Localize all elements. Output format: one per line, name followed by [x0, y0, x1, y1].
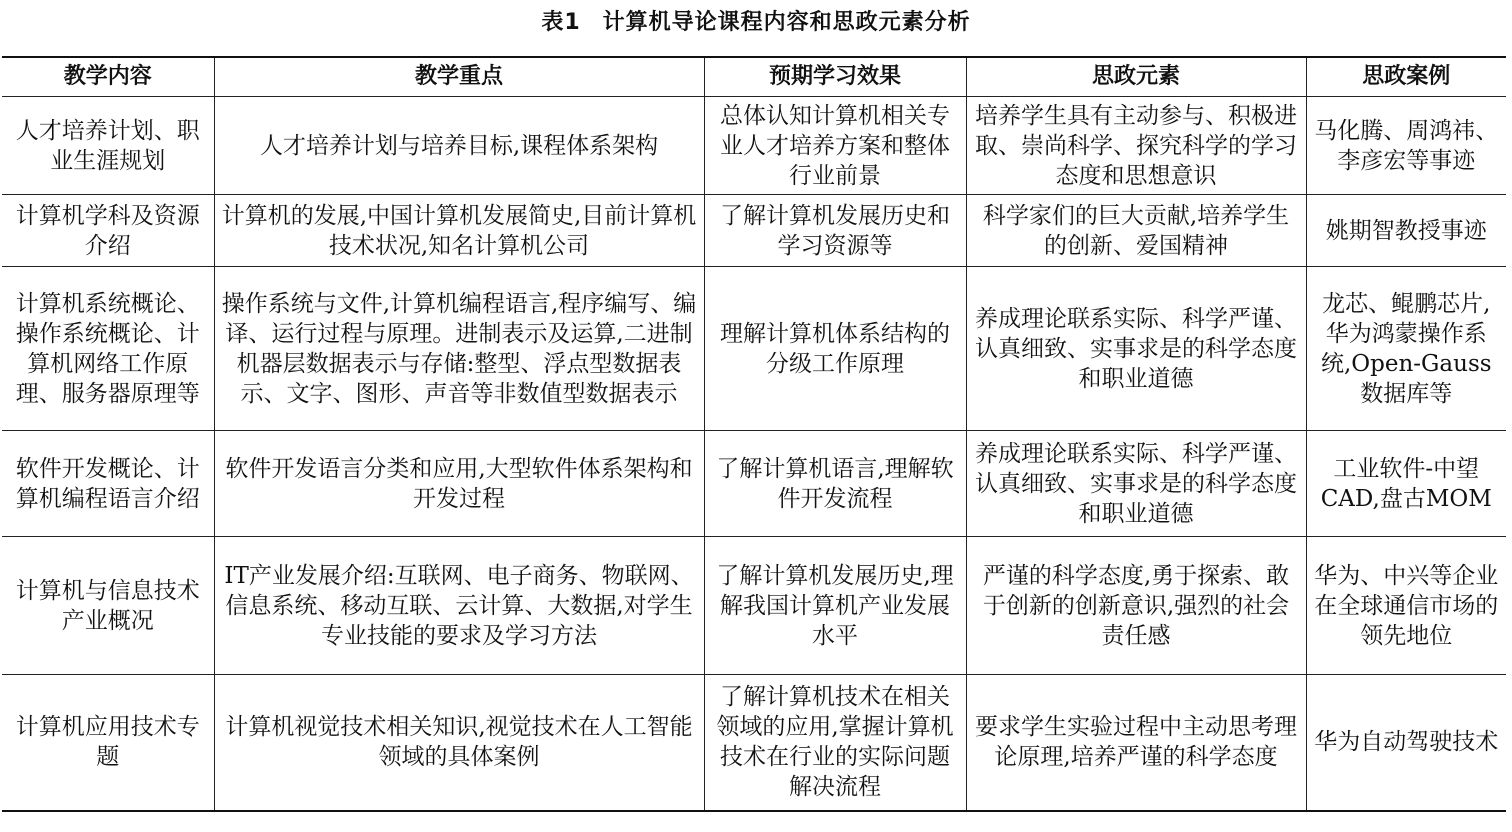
cell-element: 严谨的科学态度,勇于探索、敢于创新的创新意识,强烈的社会责任感 [966, 537, 1306, 675]
cell-element: 养成理论联系实际、科学严谨、认真细致、实事求是的科学态度和职业道德 [966, 267, 1306, 431]
cell-outcome: 了解计算机发展历史,理解我国计算机产业发展水平 [704, 537, 966, 675]
header-teaching-content: 教学内容 [2, 57, 214, 97]
table-title: 计算机导论课程内容和思政元素分析 [602, 10, 971, 35]
header-ideological-element: 思政元素 [966, 57, 1306, 97]
cell-focus: 软件开发语言分类和应用,大型软件体系架构和开发过程 [214, 431, 704, 537]
cell-element: 科学家们的巨大贡献,培养学生的创新、爱国精神 [966, 195, 1306, 267]
cell-element: 要求学生实验过程中主动思考理论原理,培养严谨的科学态度 [966, 675, 1306, 811]
table-number: 表1 [541, 10, 581, 35]
table-row [2, 97, 1506, 195]
course-table [2, 56, 1506, 812]
cell-content: 计算机系统概论、操作系统概论、计算机网络工作原理、服务器原理等 [2, 267, 214, 431]
header-expected-outcome: 预期学习效果 [704, 57, 966, 97]
cell-content: 软件开发概论、计算机编程语言介绍 [2, 431, 214, 537]
cell-focus: 操作系统与文件,计算机编程语言,程序编写、编译、运行过程与原理。进制表示及运算,二进制机器层数据表示与存储:整型、浮点型数据表示、文字、图形、声音等非数值型数据表示 [214, 267, 704, 431]
cell-focus: 计算机视觉技术相关知识,视觉技术在人工智能领域的具体案例 [214, 675, 704, 811]
cell-element: 培养学生具有主动参与、积极进取、崇尚科学、探究科学的学习态度和思想意识 [966, 97, 1306, 195]
cell-case: 马化腾、周鸿祎、李彦宏等事迹 [1306, 97, 1506, 195]
table-row [2, 537, 1506, 675]
cell-outcome: 了解计算机语言,理解软件开发流程 [704, 431, 966, 537]
cell-case: 华为、中兴等企业在全球通信市场的领先地位 [1306, 537, 1506, 675]
cell-outcome: 理解计算机体系结构的分级工作原理 [704, 267, 966, 431]
cell-focus: 计算机的发展,中国计算机发展简史,目前计算机技术状况,知名计算机公司 [214, 195, 704, 267]
table-caption [0, 8, 1512, 38]
cell-focus: IT产业发展介绍:互联网、电子商务、物联网、信息系统、移动互联、云计算、大数据,对学生专业技能的要求及学习方法 [214, 537, 704, 675]
table-row [2, 431, 1506, 537]
cell-case: 华为自动驾驶技术 [1306, 675, 1506, 811]
header-teaching-focus: 教学重点 [214, 57, 704, 97]
table-row [2, 267, 1506, 431]
table-row [2, 675, 1506, 811]
cell-outcome: 总体认知计算机相关专业人才培养方案和整体行业前景 [704, 97, 966, 195]
cell-content: 人才培养计划、职业生涯规划 [2, 97, 214, 195]
header-ideological-case: 思政案例 [1306, 57, 1506, 97]
header-row [2, 57, 1506, 97]
cell-case: 龙芯、鲲鹏芯片,华为鸿蒙操作系统,Open-Gauss数据库等 [1306, 267, 1506, 431]
cell-case: 姚期智教授事迹 [1306, 195, 1506, 267]
cell-content: 计算机应用技术专题 [2, 675, 214, 811]
cell-content: 计算机与信息技术产业概况 [2, 537, 214, 675]
table-row [2, 195, 1506, 267]
cell-focus: 人才培养计划与培养目标,课程体系架构 [214, 97, 704, 195]
cell-outcome: 了解计算机发展历史和学习资源等 [704, 195, 966, 267]
cell-content: 计算机学科及资源介绍 [2, 195, 214, 267]
cell-case: 工业软件-中望CAD,盘古MOM [1306, 431, 1506, 537]
cell-element: 养成理论联系实际、科学严谨、认真细致、实事求是的科学态度和职业道德 [966, 431, 1306, 537]
cell-outcome: 了解计算机技术在相关领域的应用,掌握计算机技术在行业的实际问题解决流程 [704, 675, 966, 811]
